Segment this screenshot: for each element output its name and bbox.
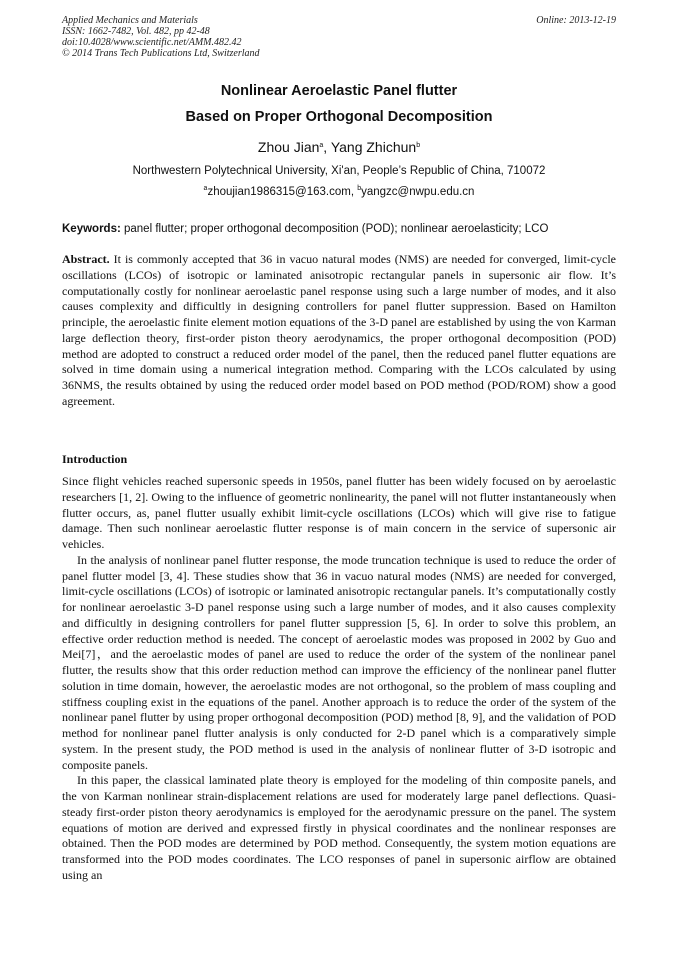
issn-line: ISSN: 1662-7482, Vol. 482, pp 42-48 [62,26,210,37]
author-marker: a [319,142,324,149]
paragraph: In this paper, the classical laminated plate theory is employed for the modeling of thin composite panels, and the von Karman nonlinear strain-displacement relations are used for moderately large panel deflections. Quasi-steady first-order piston theory aerodynamics is employed for the aerodynamic pressure on the panel. The system equations of motion are derived and expressed firstly in physical coordinates and the nonlinear responses are obtained. Then the POD modes are determined by POD method. Consequently, the system motion equations are transformed into the POD modes coordinates. The LCO responses of panel in supersonic airflow are obtained using an [62,773,616,882]
paper-title-line-2: Based on Proper Orthogonal Decomposition [185,109,493,125]
email-address: zhoujian1986315@163.com, [207,186,358,198]
journal-name: Applied Mechanics and Materials [62,15,198,26]
section-heading-introduction: Introduction [62,452,128,466]
email-address: yangzc@nwpu.edu.cn [361,186,475,198]
author-name: Zhou Jian [257,139,320,155]
introduction-body [62,474,616,884]
paper-title-line-1: Nonlinear Aeroelastic Panel flutter [220,83,458,99]
author-separator: , [323,139,331,155]
keywords-label: Keywords: [62,223,121,235]
online-date: Online: 2013-12-19 [536,15,616,26]
author-list [62,138,616,156]
author-marker: b [416,142,421,149]
abstract-text: It is commonly accepted that 36 in vacuo natural modes (NMS) are needed for converged, limit-cycle oscillations (LCOs) of isotropic or laminated anisotropic rectangular panels in supersonic air flow. It’s computationally costly for nonlinear aeroelastic panel response using such a large number of modes, and it also causes complexity and difficultly in designing controllers for panel flutter suppression. Based on Hamilton principle, the aeroelastic finite element motion equations of the 3-D panel are established by using the von Karman large deflection theory, first-order piston theory aerodynamics, the proper orthogonal decomposition (POD) method are adopted to construct a reduced order model of the panel, then the reduced panel flutter equations are solved in time domain using a numerical integration method. Comparing with the LCOs calculated by using 36NMS, the results obtained by using the reduced order model based on POD method (POD/ROM) show a good agreement. [62,252,616,408]
email-marker: b [357,185,362,192]
paragraph: Since flight vehicles reached supersonic speeds in 1950s, panel flutter has been widely focused on by aeroelastic researchers [1, 2]. Owing to the influence of geometric nonlinearity, the panel will not flutter instantaneously when flutter occurs, as, panel flutter usually exhibit limit-cycle oscillations (LCOs) which will give rise to fatigue damage. Then such nonlinear aeroelastic flutter response is of main concern in the service of supersonic air vehicles. [62,474,616,551]
email-marker: a [203,185,208,192]
journal-header [62,15,616,59]
keywords [62,222,616,237]
author-emails [62,185,616,200]
copyright-line: © 2014 Trans Tech Publications Ltd, Switzerland [62,48,260,59]
affiliation: Northwestern Polytechnical University, Xi'an, People’s Republic of China, 710072 [132,165,546,177]
keywords-text: panel flutter; proper orthogonal decomposition (POD); nonlinear aeroelasticity; LCO [120,223,549,235]
abstract [62,252,616,410]
author-name: Yang Zhichun [330,139,417,155]
doi-line: doi:10.4028/www.scientific.net/AMM.482.42 [62,37,242,48]
paragraph: In the analysis of nonlinear panel flutter response, the mode truncation technique is used to reduce the order of panel flutter model [3, 4]. These studies show that 36 in vacuo natural modes (NMS) are needed for converged, limit-cycle oscillations (LCOs) of isotropic or laminated anisotropic rectangular panels. It’s computationally costly for nonlinear aeroelastic 3-D panel response using such a large number of modes, and it also causes complexity and difficultly in designing controllers for panel flutter suppression [5, 6]. In order to solve this problem, an effective order reduction method is needed. The concept of aeroelastic modes was proposed in 2002 by Guo and Mei[7]，and the aeroelastic modes of panel are used to reduce the order of the system of the nonlinear panel flutter, the results show that this order reduction method can improve the efficiency of the nonlinear panel flutter solution in time domain, however, the aeroelastic modes are not orthogonal, so the problem of mass coupling and stiffness coupling exist in the equations of the panel. Another approach is to reduce the order of the system of the nonlinear panel flutter by using proper orthogonal decomposition (POD) method [8, 9], and the validation of POD method for nonlinear panel flutter analysis is only conducted for 2-D panel which is a comparatively simple system. In the present study, the POD method is used in the analysis of nonlinear flutter of 3-D isotropic and composite panels. [62,552,616,772]
abstract-label: Abstract. [62,252,110,266]
